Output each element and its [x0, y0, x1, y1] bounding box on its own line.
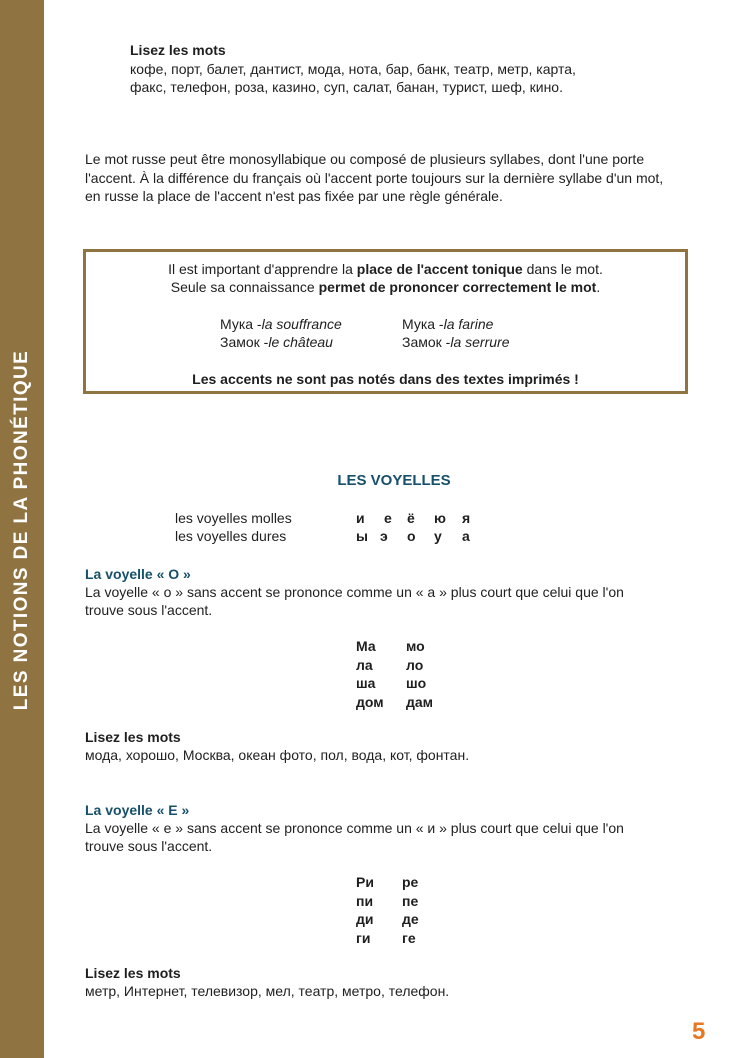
example-sep: -: [435, 316, 444, 332]
vowel: у: [434, 528, 442, 544]
pair-cell: Ма: [356, 638, 376, 655]
box-line-1: [86, 260, 685, 278]
pair-cell: ди: [356, 911, 374, 928]
vowel-o-pairs: [356, 637, 433, 711]
pair-cell: ге: [402, 929, 416, 946]
lisez-heading-1: Lisez les mots: [130, 42, 226, 58]
example-4: [402, 333, 509, 352]
box-text: Il est important d'apprendre la: [168, 261, 357, 277]
intro-line-3: en russe la place de l'accent n'est pas fixée par une règle générale.: [85, 188, 503, 204]
voyelles-title: LES VOYELLES: [337, 472, 451, 489]
example-word: Мука: [220, 316, 254, 332]
intro-line-1: Le mot russe peut être monosyllabique ou composé de plusieurs syllabes, dont l'une porte: [85, 151, 645, 167]
example-sep: -: [441, 334, 451, 350]
vowel: ё: [407, 510, 415, 526]
vowel-o-line-1: La voyelle « о » sans accent se prononce comme un « а » plus court que celui que l'on: [85, 584, 624, 600]
example-word: Замок: [402, 334, 442, 350]
example-1: [220, 315, 342, 334]
pair-cell: ре: [402, 874, 419, 891]
vowel: о: [407, 528, 416, 544]
pair-cell: мо: [406, 638, 425, 655]
intro-line-2: l'accent. À la différence du français où l'accent porte toujours sur la dernière syllabe d'un mot,: [85, 170, 664, 186]
pair-row: [356, 873, 419, 892]
pair-cell: ша: [356, 675, 376, 692]
pair-cell: ги: [356, 929, 371, 946]
accent-info-box: [83, 249, 688, 394]
sidebar-title: LES NOTIONS DE LA PHONÉTIQUE: [11, 349, 32, 711]
example-3: [220, 333, 333, 352]
example-2: [402, 315, 493, 334]
pair-cell: пи: [356, 892, 374, 909]
box-text: dans le mot.: [522, 261, 603, 277]
vowel: я: [462, 510, 471, 526]
vowel-o-words: мода, хорошо, Москва, океан фото, пол, вода, кот, фонтан.: [85, 747, 470, 763]
vowel-e-line-2: trouve sous l'accent.: [85, 838, 213, 854]
example-sep: -: [259, 334, 269, 350]
example-gloss: la souffrance: [261, 316, 342, 332]
pair-cell: шо: [406, 675, 427, 692]
box-emphasis: permet de prononcer correctement le mot: [318, 279, 597, 295]
pair-cell: пе: [402, 892, 419, 909]
vowel: э: [380, 528, 388, 544]
sidebar-band: [0, 0, 44, 1058]
lisez-heading-2: Lisez les mots: [85, 729, 181, 745]
pair-row: [356, 929, 419, 948]
vowel: а: [462, 528, 470, 544]
soft-vowels-label: les voyelles molles: [175, 510, 292, 526]
words-line-2: факс, телефон, роза, казино, суп, салат, банан, турист, шеф, кино.: [130, 79, 563, 95]
pair-cell: дом: [356, 693, 384, 710]
pair-row: [356, 656, 433, 675]
vowel-e-pairs: [356, 873, 419, 947]
vowel-e-words: метр, Интернет, телевизор, мел, театр, метро, телефон.: [85, 983, 450, 999]
vowel: е: [384, 510, 392, 526]
vowel: ю: [434, 510, 446, 526]
box-text: Seule sa connaissance: [170, 279, 319, 295]
example-word: Мука: [402, 316, 436, 332]
words-line-1: кофе, порт, балет, дантист, мода, нота, бар, банк, театр, метр, карта,: [130, 61, 576, 77]
pair-row: [356, 693, 433, 712]
example-word: Замок: [220, 334, 260, 350]
vowel-o-title: La voyelle « О »: [85, 566, 191, 582]
pair-cell: де: [402, 911, 419, 928]
pair-row: [356, 910, 419, 929]
box-note: Les accents ne sont pas notés dans des textes imprimés !: [192, 371, 579, 387]
pair-row: [356, 637, 433, 656]
vowel-o-line-2: trouve sous l'accent.: [85, 602, 213, 618]
page-number: 5: [692, 1018, 706, 1045]
example-gloss: la farine: [443, 316, 494, 332]
vowel: ы: [356, 528, 368, 544]
hard-vowels-label: les voyelles dures: [175, 528, 287, 544]
box-text: .: [596, 279, 601, 295]
pair-cell: ла: [356, 656, 373, 673]
box-line-2: [86, 278, 685, 296]
vowel: и: [356, 510, 365, 526]
example-gloss: le château: [268, 334, 333, 350]
example-gloss: la serrure: [450, 334, 510, 350]
lisez-heading-3: Lisez les mots: [85, 965, 181, 981]
example-sep: -: [253, 316, 262, 332]
pair-cell: Ри: [356, 874, 374, 891]
vowel-e-title: La voyelle « Е »: [85, 802, 190, 818]
box-emphasis: place de l'accent tonique: [356, 261, 523, 277]
pair-row: [356, 892, 419, 911]
pair-cell: дам: [406, 693, 434, 710]
pair-row: [356, 674, 433, 693]
pair-cell: ло: [406, 656, 424, 673]
vowel-e-line-1: La voyelle « е » sans accent se prononce comme un « и » plus court que celui que l'on: [85, 820, 624, 836]
